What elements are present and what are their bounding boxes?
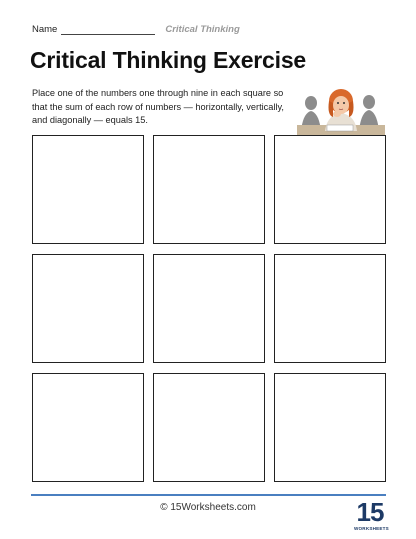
grid-cell[interactable] bbox=[32, 254, 144, 363]
grid-cell[interactable] bbox=[274, 373, 386, 482]
thinking-student-icon bbox=[297, 87, 385, 135]
name-input-line[interactable] bbox=[61, 26, 155, 35]
grid-cell[interactable] bbox=[274, 135, 386, 244]
name-label: Name bbox=[32, 24, 58, 35]
footer-copyright: © 15Worksheets.com bbox=[160, 502, 256, 513]
instructions-text: Place one of the numbers one through nine in each square so that the sum of each row of numbers — horizontally, vertically, and diagonally — equals 15. bbox=[32, 88, 284, 126]
grid-cell[interactable] bbox=[153, 135, 265, 244]
grid-cell[interactable] bbox=[153, 373, 265, 482]
magic-square-grid bbox=[32, 135, 386, 482]
grid-cell[interactable] bbox=[274, 254, 386, 363]
grid-cell[interactable] bbox=[153, 254, 265, 363]
grid-cell[interactable] bbox=[32, 135, 144, 244]
brand-logo bbox=[354, 497, 389, 534]
page-title: Critical Thinking Exercise bbox=[30, 47, 307, 73]
logo-word: WORKSHEETS bbox=[354, 526, 389, 531]
grid-cell[interactable] bbox=[32, 373, 144, 482]
footer-divider bbox=[31, 494, 386, 496]
topic-label: Critical Thinking bbox=[165, 24, 240, 35]
logo-number: 15 bbox=[356, 497, 384, 527]
name-row bbox=[32, 24, 240, 35]
